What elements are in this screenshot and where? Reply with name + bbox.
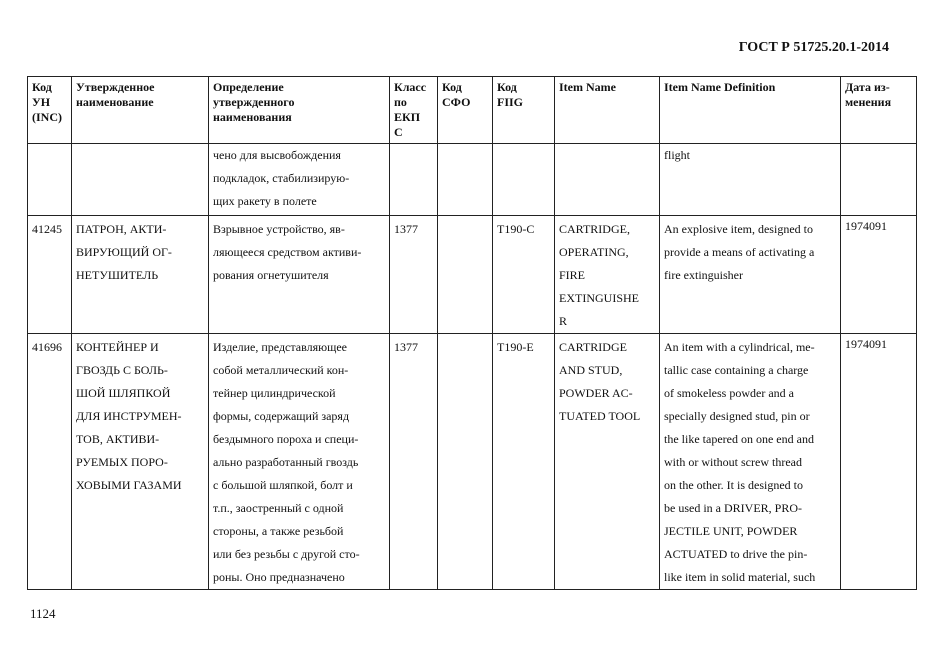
cell-inc: 41245 xyxy=(28,216,72,334)
cell-class xyxy=(390,144,438,216)
cell-definition: Взрывное устройство, яв- ляющееся средством активи- рования огнетушителя xyxy=(209,216,390,334)
col-header-definition: Определение утвержденного наименования xyxy=(209,77,390,144)
cell-date: 1974091 xyxy=(841,334,917,590)
col-header-item-definition: Item Name Definition xyxy=(660,77,841,144)
cell-sfo xyxy=(438,144,493,216)
spec-table xyxy=(27,76,917,590)
col-header-fiig: Код FIIG xyxy=(493,77,555,144)
cell-item-name: CARTRIDGE AND STUD, POWDER AC- TUATED TOOL xyxy=(555,334,660,590)
col-header-date: Дата из- менения xyxy=(841,77,917,144)
col-header-sfo: Код СФО xyxy=(438,77,493,144)
col-header-item-name: Item Name xyxy=(555,77,660,144)
cell-definition: чено для высвобождения подкладок, стабилизирую- щих ракету в полете xyxy=(209,144,390,216)
cell-approved-name: ПАТРОН, АКТИ- ВИРУЮЩИЙ ОГ- НЕТУШИТЕЛЬ xyxy=(72,216,209,334)
col-header-class: Класс по ЕКП С xyxy=(390,77,438,144)
cell-sfo xyxy=(438,216,493,334)
cell-definition: Изделие, представляющее собой металлический кон- тейнер цилиндрической формы, содержащий заряд бездымного пороха и специ- ально разработанный гвоздь с большой шляпкой, болт и т.п., заостренный с одной стороны, а также резьбой или без резьбы с другой сто- роны. Оно предназначено xyxy=(209,334,390,590)
cell-item-name: CARTRIDGE, OPERATING, FIRE EXTINGUISHE R xyxy=(555,216,660,334)
header-row xyxy=(28,77,917,144)
table-row xyxy=(28,334,917,590)
cell-item-definition: An explosive item, designed to provide a means of activating a fire extinguisher xyxy=(660,216,841,334)
col-header-inc: Код УН (INC) xyxy=(28,77,72,144)
table-row xyxy=(28,216,917,334)
table-row xyxy=(28,144,917,216)
cell-item-definition: An item with a cylindrical, me- tallic case containing a charge of smokeless powder and a specially designed stud, pin or the like tapered on one end and with or without screw thread on the other. It is designed to be used in a DRIVER, PRO- JECTILE UNIT, POWDER ACTUATED to drive the pin- like item in solid material, such xyxy=(660,334,841,590)
standard-number: ГОСТ Р 51725.20.1-2014 xyxy=(738,40,889,55)
cell-class: 1377 xyxy=(390,334,438,590)
cell-approved-name: КОНТЕЙНЕР И ГВОЗДЬ С БОЛЬ- ШОЙ ШЛЯПКОЙ ДЛЯ ИНСТРУМЕН- ТОВ, АКТИВИ- РУЕМЫХ ПОРО- ХОВЫМИ ГАЗАМИ xyxy=(72,334,209,590)
cell-inc: 41696 xyxy=(28,334,72,590)
cell-date xyxy=(841,144,917,216)
cell-approved-name xyxy=(72,144,209,216)
cell-item-definition: flight xyxy=(660,144,841,216)
cell-class: 1377 xyxy=(390,216,438,334)
cell-sfo xyxy=(438,334,493,590)
cell-fiig: T190-C xyxy=(493,216,555,334)
page-number: 1124 xyxy=(30,606,56,621)
cell-inc xyxy=(28,144,72,216)
col-header-approved-name: Утвержденное наименование xyxy=(72,77,209,144)
cell-fiig xyxy=(493,144,555,216)
cell-fiig: T190-E xyxy=(493,334,555,590)
cell-item-name xyxy=(555,144,660,216)
cell-date: 1974091 xyxy=(841,216,917,334)
